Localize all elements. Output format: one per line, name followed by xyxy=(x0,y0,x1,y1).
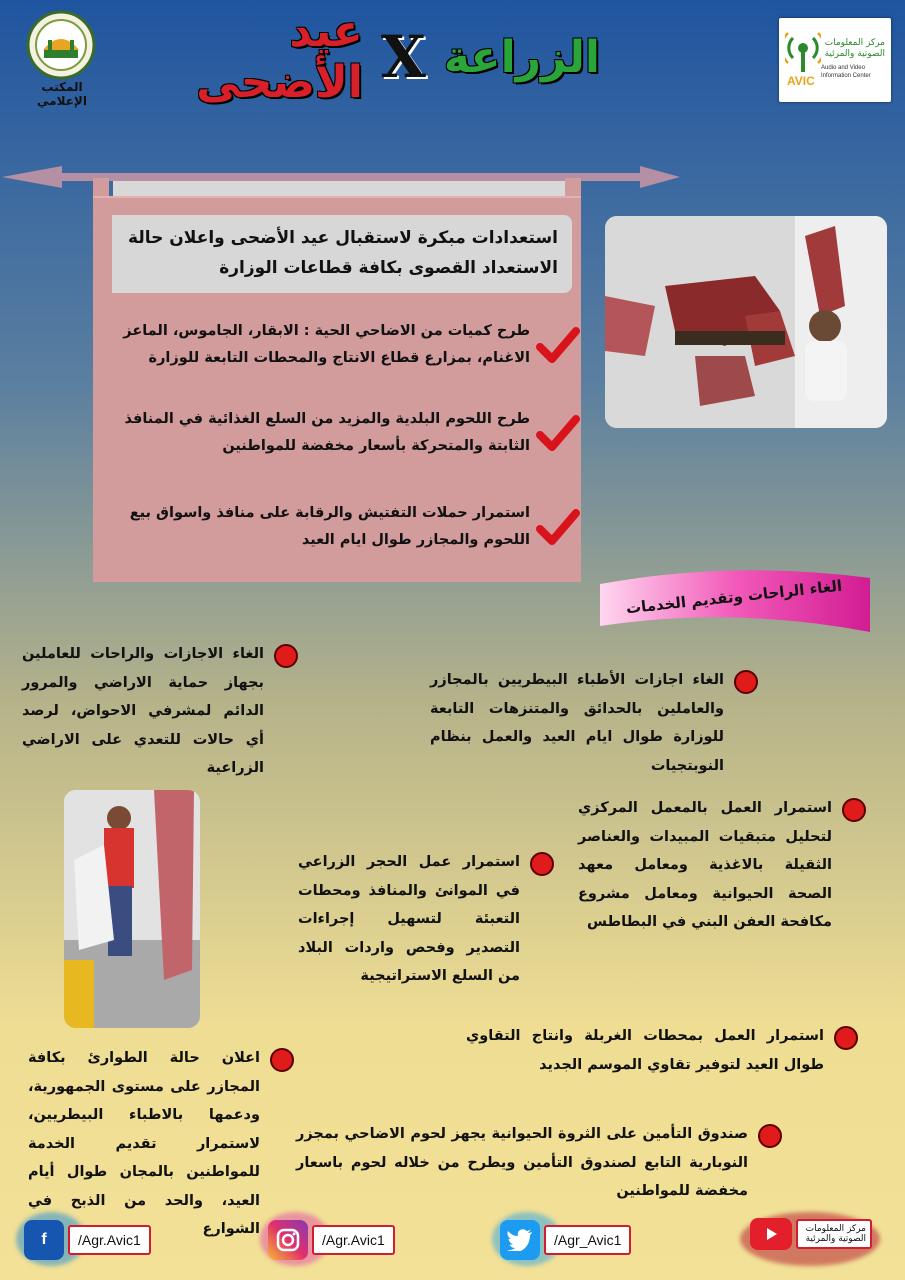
bullet-text: طرح اللحوم البلدية والمزيد من السلع الغذائية في المنافذ الثابتة والمتحركة بأسعار مخفضة للمواطنين xyxy=(124,411,530,454)
instagram-handle: /Agr.Avic1 xyxy=(312,1225,395,1255)
youtube-link[interactable] xyxy=(750,1218,872,1250)
item-text: الغاء اجازات الأطباء البيطريين بالمجازر والعاملين بالحدائق والمتنزهات التابعة للوزارة طوال ايام العيد والعمل بنظام النوبتجيات xyxy=(430,672,724,774)
banner-post-left xyxy=(93,178,109,198)
red-dot-icon xyxy=(734,670,758,694)
item-text: استمرار العمل بالمعمل المركزي لتحليل متبقيات المبيدات والعناصر الثقيلة بالاغذية ومعامل معهد الصحة الحيوانية ومعامل مشروع مكافحة العفن البني في البطاطس xyxy=(578,800,832,930)
banner-post-right xyxy=(565,178,581,198)
instagram-icon xyxy=(268,1220,308,1260)
item-land-protection xyxy=(22,640,298,783)
services-label xyxy=(594,566,876,642)
bullet-text: طرح كميات من الاضاحي الحية : الابقار، الجاموس، الماعز الاغنام، بمزارع قطاع الانتاج والمحطات التابعة للوزارة xyxy=(123,323,530,366)
item-central-lab xyxy=(578,794,866,937)
board-bullet xyxy=(100,500,580,554)
checkmark-icon xyxy=(536,411,580,455)
youtube-caption: مركز المعلومات الصوتية والمرئية xyxy=(796,1219,872,1249)
slaughterhouse-photo xyxy=(64,790,200,1028)
avic-logo xyxy=(779,18,891,102)
item-emergency xyxy=(28,1044,294,1244)
board-bullet xyxy=(100,318,580,372)
title-agriculture: الزراعة xyxy=(443,31,600,83)
twitter-icon xyxy=(500,1220,540,1260)
avic-abbr: AVIC xyxy=(787,74,815,88)
ministry-caption: المكتب الإعلامي xyxy=(37,80,87,108)
facebook-handle: /Agr.Avic1 xyxy=(68,1225,151,1255)
item-insurance-fund xyxy=(296,1120,782,1206)
checkmark-icon xyxy=(536,323,580,367)
red-dot-icon xyxy=(270,1048,294,1072)
banner-strip xyxy=(113,181,565,197)
item-text: اعلان حالة الطوارئ بكافة المجازر على مستوى الجمهورية، ودعمها بالاطباء البيطريين، لاستمرار تقديم الخدمة للمواطنين بالمجان طوال أيام العيد، والحد من الذبح في الشوارع xyxy=(28,1050,260,1237)
services-label-text: الغاء الراحات وتقديم الخدمات xyxy=(625,576,843,618)
butcher-photo xyxy=(605,216,887,428)
title-x: X xyxy=(380,23,426,91)
ministry-logo xyxy=(26,10,96,80)
item-quarantine xyxy=(298,848,554,991)
broadcast-icon xyxy=(785,30,821,74)
board-bullet xyxy=(100,406,580,460)
board-headline: استعدادات مبكرة لاستقبال عيد الأضحى واعلان حالة الاستعداد القصوى بكافة قطاعات الوزارة xyxy=(112,215,572,293)
twitter-link[interactable] xyxy=(500,1220,631,1260)
item-text: استمرار العمل بمحطات الغربلة وانتاج التقاوي طوال العيد لتوفير تقاوي الموسم الجديد xyxy=(466,1028,824,1073)
facebook-link[interactable] xyxy=(24,1220,151,1260)
facebook-icon: f xyxy=(24,1220,64,1260)
item-vets-leave xyxy=(430,666,758,780)
red-dot-icon xyxy=(834,1026,858,1050)
youtube-icon xyxy=(750,1218,792,1250)
red-dot-icon xyxy=(274,644,298,668)
red-dot-icon xyxy=(842,798,866,822)
item-seed-stations xyxy=(466,1022,858,1079)
instagram-link[interactable] xyxy=(268,1220,395,1260)
item-text: الغاء الاجازات والراحات للعاملين بجهاز حماية الاراضي والمرور الدائم لمشرفي الاحواض، لرصد أي حالات للتعدي على الاراضي الزراعية xyxy=(22,646,264,776)
avic-english-name: Audio and Video Information Center xyxy=(821,65,871,79)
item-text: صندوق التأمين على الثروة الحيوانية يجهز لحوم الاضاحي بمجزر النوبارية التابع لصندوق التأمين ويطرح من خلاله لحوم باسعار مخفضة للمواطنين xyxy=(296,1126,748,1199)
twitter-handle: /Agr_Avic1 xyxy=(544,1225,631,1255)
page-title xyxy=(150,6,600,108)
title-eid: عيد الأضحى xyxy=(196,6,363,108)
red-dot-icon xyxy=(530,852,554,876)
red-dot-icon xyxy=(758,1124,782,1148)
item-text: استمرار عمل الحجر الزراعي في الموانئ والمنافذ ومحطات التعبئة لتسهيل إجراءات التصدير وفحص واردات البلاد من السلع الاستراتيجية xyxy=(298,854,520,984)
avic-arabic-name: مركز المعلومات الصوتية والمرئية xyxy=(824,38,885,59)
bullet-text: استمرار حملات التفتيش والرقابة على منافذ واسواق بيع اللحوم والمجازر طوال ايام العيد xyxy=(129,505,530,548)
checkmark-icon xyxy=(536,505,580,549)
